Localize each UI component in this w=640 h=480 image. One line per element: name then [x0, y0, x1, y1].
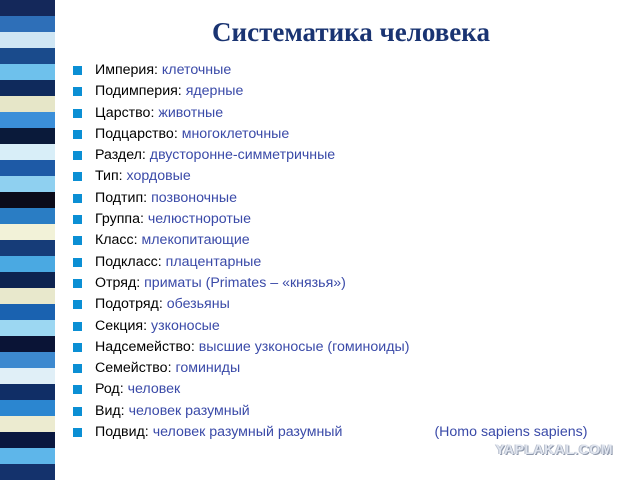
- square-bullet-icon: [73, 194, 82, 203]
- taxonomy-row: [73, 145, 613, 166]
- square-bullet-icon: [73, 300, 82, 309]
- stripe-segment: [0, 128, 58, 145]
- stripe-segment: [0, 272, 58, 289]
- square-bullet-icon: [73, 172, 82, 181]
- square-bullet-icon: [73, 87, 82, 96]
- taxonomy-rank-value: высшие узконосые (гоминоиды): [198, 338, 410, 355]
- square-bullet-icon: [73, 279, 82, 288]
- taxonomy-row: [73, 81, 613, 102]
- square-bullet-icon: [73, 322, 82, 331]
- slide-title: Систематика человека: [212, 17, 490, 47]
- stripe-segment: [0, 0, 58, 17]
- square-bullet-icon: [73, 258, 82, 267]
- stripe-segment: [0, 448, 58, 465]
- taxonomy-list: [73, 60, 613, 443]
- taxonomy-rank-value: челюстноротые: [147, 211, 251, 228]
- taxonomy-row: [73, 379, 613, 400]
- stripe-segment: [0, 464, 58, 480]
- stripe-segment: [0, 32, 58, 49]
- taxonomy-rank-value: многоклеточные: [181, 125, 290, 142]
- stripe-segment: [0, 304, 58, 321]
- stripe-segment: [0, 176, 58, 193]
- stripe-segment: [0, 96, 58, 113]
- taxonomy-row: [73, 294, 613, 315]
- stripe-segment: [0, 256, 58, 273]
- stripe-segment: [0, 192, 58, 209]
- square-bullet-icon: [73, 428, 82, 437]
- stripe-segment: [0, 352, 58, 369]
- stripe-segment: [0, 144, 58, 161]
- taxonomy-row: [73, 103, 613, 124]
- stripe-segment: [0, 80, 58, 97]
- taxonomy-row: [73, 188, 613, 209]
- taxonomy-row: [73, 358, 613, 379]
- taxonomy-rank-label: Тип:: [95, 168, 123, 185]
- latin-name: (Homo sapiens sapiens): [434, 424, 588, 441]
- stripe-segment: [0, 384, 58, 401]
- taxonomy-rank-label: Группа:: [95, 211, 144, 228]
- stripe-segment: [0, 416, 58, 433]
- taxonomy-rank-value: гоминиды: [175, 360, 241, 377]
- stripe-segment: [0, 336, 58, 353]
- stripe-segment: [0, 160, 58, 177]
- taxonomy-rank-label: Секция:: [95, 317, 148, 334]
- taxonomy-rank-value: приматы (Primates – «князья»): [144, 274, 346, 291]
- watermark: YAPLAKAL.COM: [495, 441, 613, 457]
- stripe-segment: [0, 320, 58, 337]
- taxonomy-rank-label: Надсемейство:: [95, 338, 195, 355]
- stripe-segment: [0, 48, 58, 65]
- taxonomy-rank-label: Раздел:: [95, 147, 146, 164]
- taxonomy-rank-label: Подотряд:: [95, 296, 163, 313]
- square-bullet-icon: [73, 151, 82, 160]
- stripe-segment: [0, 288, 58, 305]
- taxonomy-rank-label: Семейство:: [95, 360, 172, 377]
- taxonomy-rank-label: Царство:: [95, 104, 155, 121]
- square-bullet-icon: [73, 215, 82, 224]
- stripe-segment: [0, 240, 58, 257]
- taxonomy-rank-value: ядерные: [185, 83, 244, 100]
- taxonomy-row: [73, 209, 613, 230]
- stripe-segment: [0, 400, 58, 417]
- stripe-segment: [0, 224, 58, 241]
- taxonomy-rank-label: Подтип:: [95, 189, 148, 206]
- square-bullet-icon: [73, 109, 82, 118]
- stripe-segment: [0, 16, 58, 33]
- square-bullet-icon: [73, 66, 82, 75]
- decorative-stripe-bar: [0, 0, 58, 480]
- taxonomy-row: [73, 166, 613, 187]
- taxonomy-row: [73, 273, 613, 294]
- taxonomy-rank-label: Отряд:: [95, 274, 141, 291]
- stripe-segment: [0, 368, 58, 385]
- taxonomy-rank-label: Род:: [95, 381, 124, 398]
- square-bullet-icon: [73, 385, 82, 394]
- taxonomy-rank-label: Класс:: [95, 232, 138, 249]
- taxonomy-rank-value: человек разумный разумный: [152, 424, 343, 441]
- taxonomy-rank-value: позвоночные: [151, 189, 237, 206]
- square-bullet-icon: [73, 364, 82, 373]
- stripe-segment: [0, 112, 58, 129]
- taxonomy-rank-value: узконосые: [150, 317, 220, 334]
- square-bullet-icon: [73, 236, 82, 245]
- taxonomy-row: [73, 124, 613, 145]
- taxonomy-rank-value: обезьяны: [166, 296, 230, 313]
- taxonomy-row: [73, 252, 613, 273]
- stripe-segment: [0, 208, 58, 225]
- taxonomy-rank-value: человек разумный: [128, 402, 250, 419]
- taxonomy-rank-value: двусторонне-симметричные: [149, 147, 336, 164]
- stripe-bar-edge: [55, 0, 58, 480]
- taxonomy-rank-value: млекопитающие: [141, 232, 250, 249]
- taxonomy-rank-label: Подвид:: [95, 424, 149, 441]
- stripe-segment: [0, 64, 58, 81]
- taxonomy-rank-value: животные: [158, 104, 224, 121]
- taxonomy-rank-value: человек: [127, 381, 181, 398]
- taxonomy-rank-label: Подкласс:: [95, 253, 162, 270]
- taxonomy-rank-label: Вид:: [95, 402, 125, 419]
- taxonomy-row: [73, 401, 613, 422]
- square-bullet-icon: [73, 343, 82, 352]
- taxonomy-rank-label: Подимперия:: [95, 83, 182, 100]
- taxonomy-rank-value: хордовые: [126, 168, 191, 185]
- taxonomy-rank-value: клеточные: [161, 62, 232, 78]
- taxonomy-row: [73, 316, 613, 337]
- square-bullet-icon: [73, 407, 82, 416]
- taxonomy-rank-label: Империя:: [95, 62, 158, 78]
- taxonomy-rank-label: Подцарство:: [95, 125, 178, 142]
- taxonomy-row: [73, 337, 613, 358]
- taxonomy-row: [73, 60, 613, 81]
- square-bullet-icon: [73, 130, 82, 139]
- taxonomy-rank-value: плацентарные: [165, 253, 262, 270]
- taxonomy-row: [73, 230, 613, 251]
- stripe-segment: [0, 432, 58, 449]
